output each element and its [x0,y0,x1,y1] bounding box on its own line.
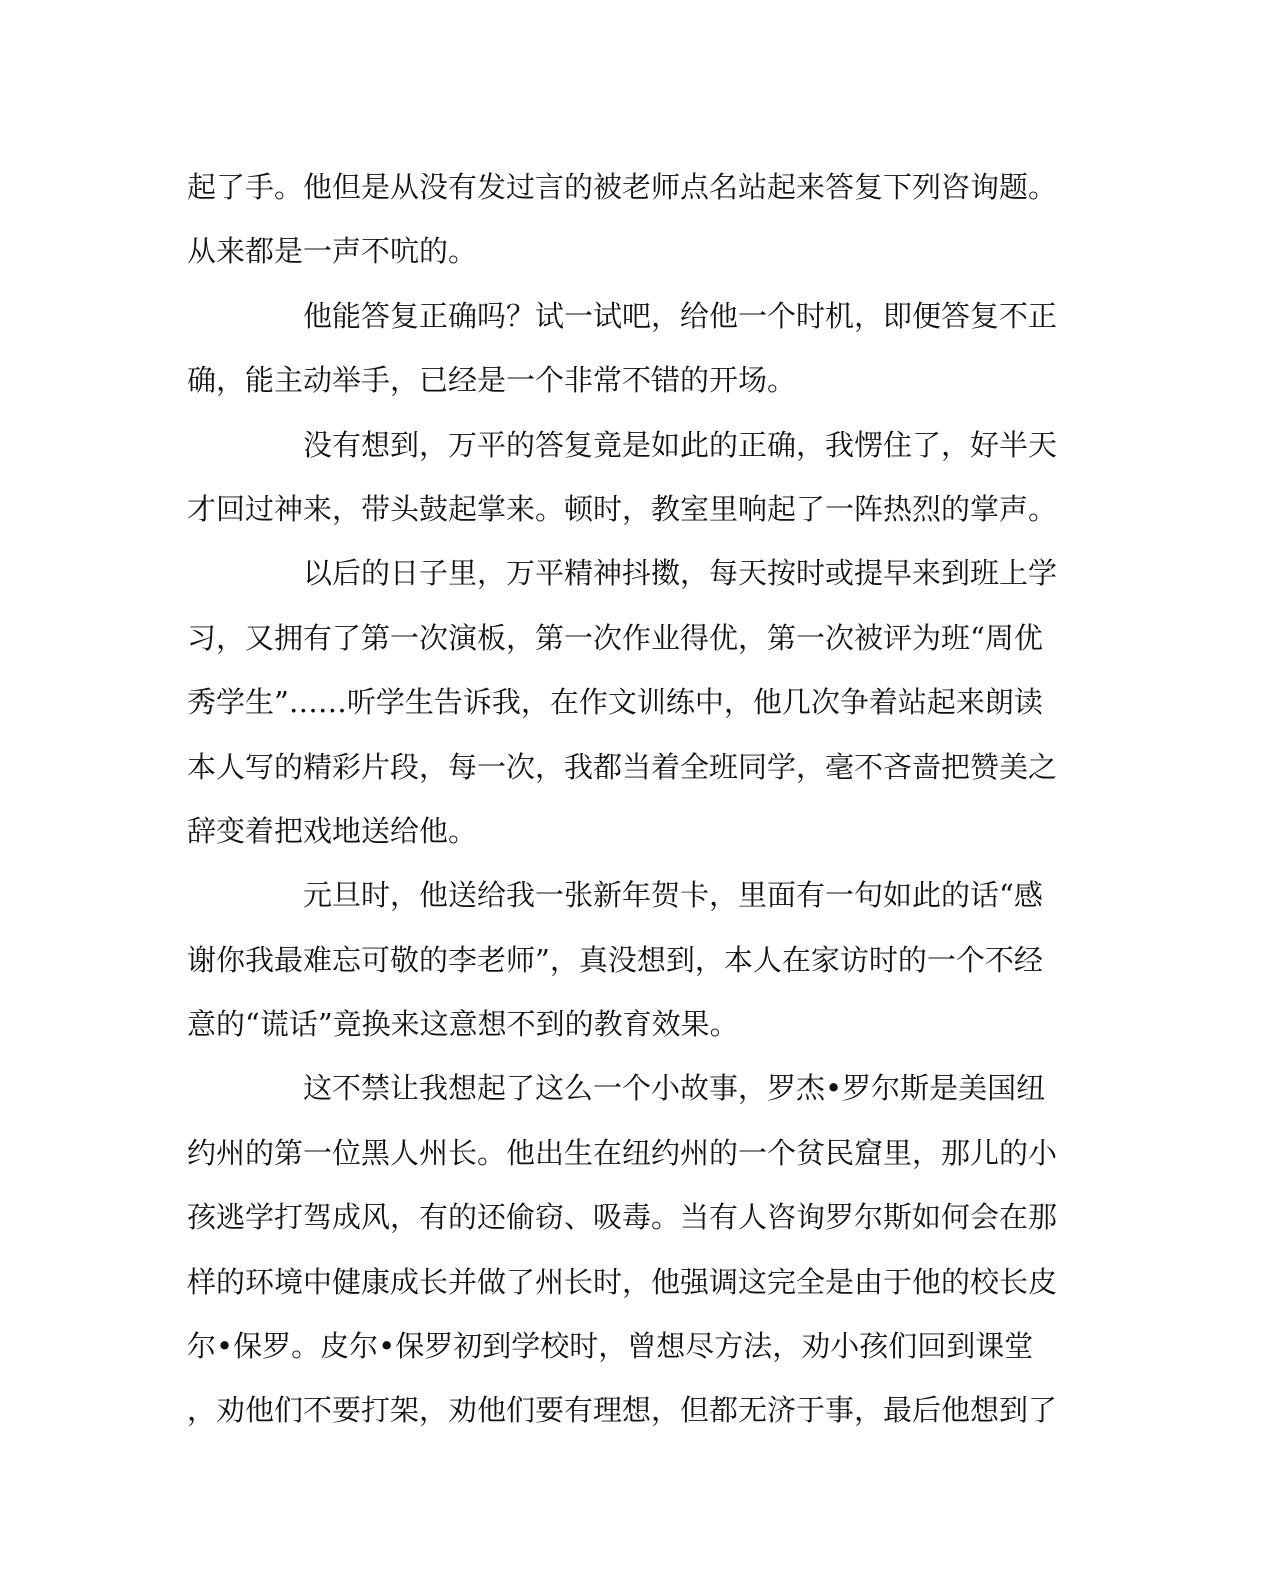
text-line: ，劝他们不要打架，劝他们要有理想，但都无济于事，最后他想到了 [187,1393,1058,1428]
text-line: 样的环境中健康成长并做了州长时，他强调这完全是由于他的校长皮 [187,1264,1058,1299]
paragraph-first-line: 这不禁让我想起了这么一个小故事，罗杰•罗尔斯是美国纽 [303,1071,1046,1106]
text-line: 孩逃学打驾成风，有的还偷窃、吸毒。当有人咨询罗尔斯如何会在那 [187,1200,1058,1235]
text-line: 约州的第一位黑人州长。他出生在纽约州的一个贫民窟里，那儿的小 [187,1135,1058,1170]
text-line: 秀学生”……听学生告诉我，在作文训练中，他几次争着站起来朗读 [187,685,1043,720]
text-line: 起了手。他但是从没有发过言的被老师点名站起来答复下列咨询题。 [187,170,1058,204]
paragraph-first-line: 以后的日子里，万平精神抖擞，每天按时或提早来到班上学 [303,556,1058,591]
text-line: 尔•保罗。皮尔•保罗初到学校时，曾想尽方法，劝小孩们回到课堂 [187,1329,1034,1364]
text-line: 本人写的精彩片段，每一次，我都当着全班同学，毫不吝啬把赞美之 [187,749,1058,784]
body-text [187,155,1067,1443]
paragraph-first-line: 他能答复正确吗？试一试吧，给他一个时机，即便答复不正 [303,298,1058,333]
paragraph-first-line: 元旦时，他送给我一张新年贺卡，里面有一句如此的话“感 [303,878,1043,913]
text-line: 确，能主动举手，已经是一个非常不错的开场。 [187,363,797,398]
text-line: 辞变着把戏地送给他。 [187,813,478,848]
text-line: 意的“谎话”竟换来这意想不到的教育效果。 [187,1007,739,1042]
paragraph-first-line: 没有想到，万平的答复竟是如此的正确，我愣住了，好半天 [303,427,1058,462]
text-line: 谢你我最难忘可敬的李老师”，真没想到，本人在家访时的一个不经 [187,942,1043,977]
text-line: 习，又拥有了第一次演板，第一次作业得优，第一次被评为班“周优 [187,620,1043,655]
text-line: 从来都是一声不吭的。 [187,234,478,269]
text-line: 才回过神来，带头鼓起掌来。顿时，教室里响起了一阵热烈的掌声。 [187,491,1058,526]
